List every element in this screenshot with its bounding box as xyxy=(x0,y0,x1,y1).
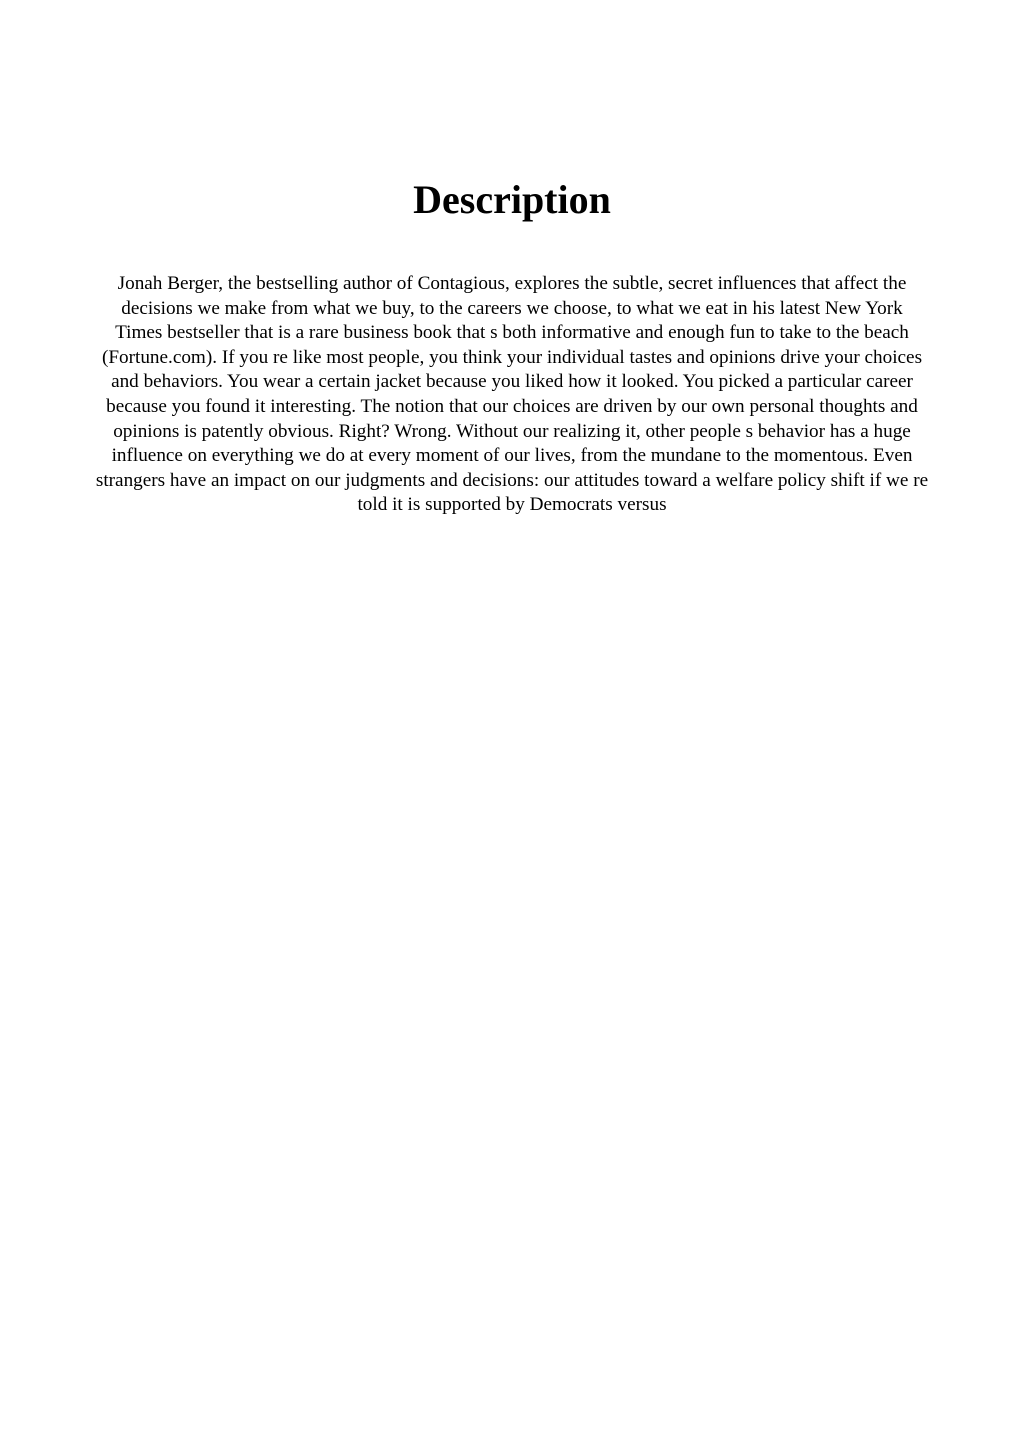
description-line: opinions is patently obvious. Right? Wrong. Without our realizing it, other people s behavior has a huge xyxy=(113,420,911,442)
description-line: Jonah Berger, the bestselling author of Contagious, explores the subtle, secret influences that affect the xyxy=(117,273,907,294)
description-line: (Fortune.com). If you re like most people, you think your individual tastes and opinions drive your choices xyxy=(101,346,923,368)
description-line: because you found it interesting. The notion that our choices are driven by our own personal thoughts and xyxy=(106,395,918,417)
description-line: and behaviors. You wear a certain jacket because you liked how it looked. You picked a particular career xyxy=(111,371,913,393)
page-title: Description xyxy=(413,177,611,222)
description-line: Times bestseller that is a rare business book that s both informative and enough fun to take to the beach xyxy=(115,322,909,344)
description-line: told it is supported by Democrats versus xyxy=(357,494,667,516)
description-line: decisions we make from what we buy, to the careers we choose, to what we eat in his latest New York xyxy=(121,297,903,319)
description-line: strangers have an impact on our judgments and decisions: our attitudes toward a welfare policy shift if we re xyxy=(95,469,929,491)
description-line: influence on everything we do at every moment of our lives, from the mundane to the momentous. Even xyxy=(111,445,913,467)
description-paragraph xyxy=(60,272,964,518)
